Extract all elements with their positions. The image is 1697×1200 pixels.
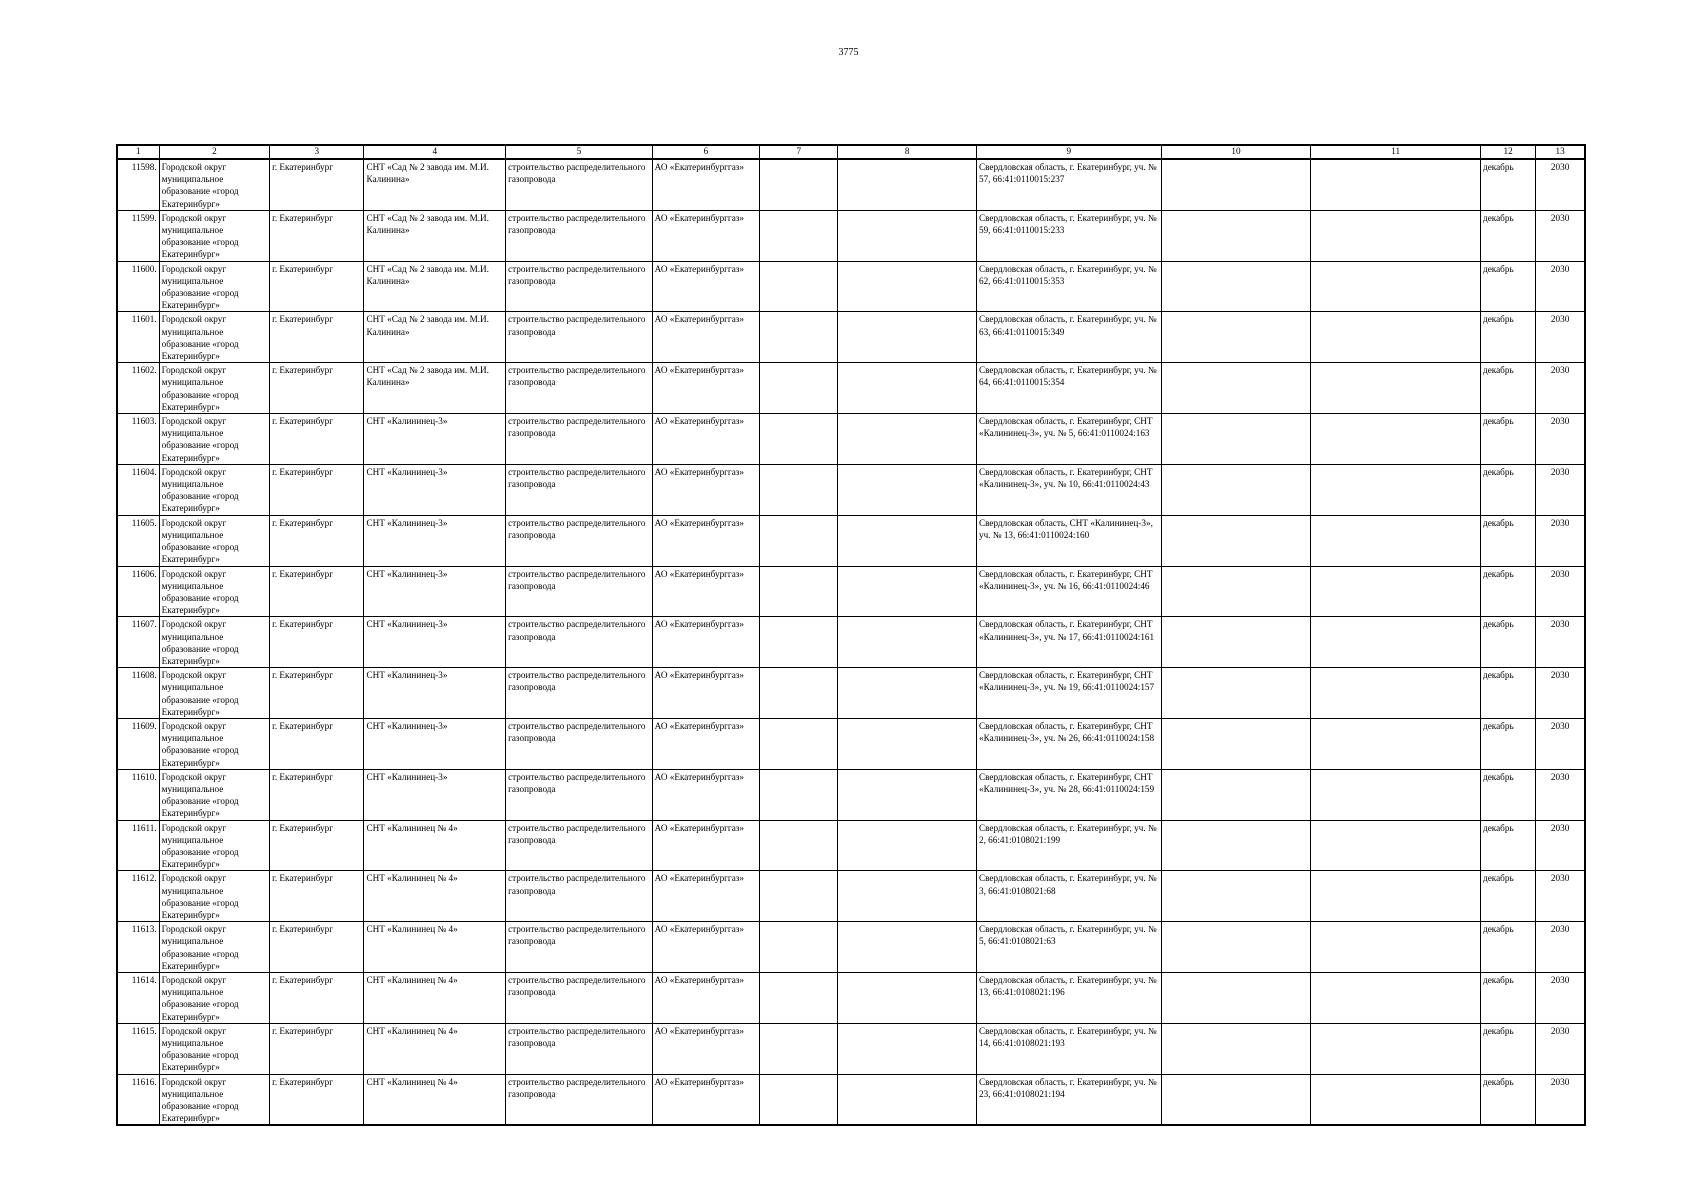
municipality-cell: Городской округ муниципальное образование «город Екатеринбург» — [159, 871, 269, 922]
empty-cell — [1311, 718, 1481, 769]
empty-cell — [1311, 261, 1481, 312]
company-cell: АО «Екатеринбурггаз» — [652, 363, 759, 414]
settlement-cell: г. Екатеринбург — [270, 261, 364, 312]
settlement-cell: г. Екатеринбург — [270, 1023, 364, 1074]
year-cell: 2030 — [1536, 312, 1585, 363]
address-cell: Свердловская область, г. Екатеринбург, уч. № 23, 66:41:0108021:194 — [976, 1074, 1161, 1125]
row-number: 11600. — [117, 261, 159, 312]
empty-cell — [838, 973, 977, 1024]
row-number: 11616. — [117, 1074, 159, 1125]
work-type-cell: строительство распределительного газопровода — [506, 1074, 653, 1125]
object-cell: СНТ «Калининец-3» — [364, 414, 506, 465]
column-header: 5 — [506, 145, 653, 159]
empty-cell — [1161, 820, 1311, 871]
row-number: 11613. — [117, 922, 159, 973]
company-cell: АО «Екатеринбурггаз» — [652, 515, 759, 566]
address-cell: Свердловская область, г. Екатеринбург, уч. № 62, 66:41:0110015:353 — [976, 261, 1161, 312]
work-type-cell: строительство распределительного газопровода — [506, 566, 653, 617]
work-type-cell: строительство распределительного газопровода — [506, 1023, 653, 1074]
address-cell: Свердловская область, г. Екатеринбург, СНТ «Калининец-3», уч. № 16, 66:41:0110024:46 — [976, 566, 1161, 617]
object-cell: СНТ «Сад № 2 завода им. М.И. Калинина» — [364, 312, 506, 363]
object-cell: СНТ «Калининец-3» — [364, 668, 506, 719]
address-cell: Свердловская область, г. Екатеринбург, уч. № 14, 66:41:0108021:193 — [976, 1023, 1161, 1074]
year-cell: 2030 — [1536, 871, 1585, 922]
settlement-cell: г. Екатеринбург — [270, 769, 364, 820]
object-cell: СНТ «Калининец-3» — [364, 566, 506, 617]
empty-cell — [1311, 820, 1481, 871]
month-cell: декабрь — [1481, 922, 1536, 973]
row-number: 11611. — [117, 820, 159, 871]
address-cell: Свердловская область, г. Екатеринбург, СНТ «Калининец-3», уч. № 17, 66:41:0110024:161 — [976, 617, 1161, 668]
municipality-cell: Городской округ муниципальное образование «город Екатеринбург» — [159, 261, 269, 312]
header-row — [117, 145, 1585, 159]
empty-cell — [1161, 973, 1311, 1024]
address-cell: Свердловская область, г. Екатеринбург, уч. № 59, 66:41:0110015:233 — [976, 210, 1161, 261]
year-cell: 2030 — [1536, 363, 1585, 414]
object-cell: СНТ «Калининец № 4» — [364, 871, 506, 922]
municipality-cell: Городской округ муниципальное образование «город Екатеринбург» — [159, 718, 269, 769]
empty-cell — [1311, 871, 1481, 922]
table-row — [117, 668, 1585, 719]
work-type-cell: строительство распределительного газопровода — [506, 668, 653, 719]
settlement-cell: г. Екатеринбург — [270, 1074, 364, 1125]
municipality-cell: Городской округ муниципальное образование «город Екатеринбург» — [159, 668, 269, 719]
empty-cell — [1311, 668, 1481, 719]
table-row — [117, 566, 1585, 617]
table-row — [117, 159, 1585, 210]
company-cell: АО «Екатеринбурггаз» — [652, 769, 759, 820]
row-number: 11599. — [117, 210, 159, 261]
empty-cell — [760, 668, 838, 719]
empty-cell — [838, 210, 977, 261]
row-number: 11602. — [117, 363, 159, 414]
settlement-cell: г. Екатеринбург — [270, 668, 364, 719]
column-header: 6 — [652, 145, 759, 159]
table-row — [117, 769, 1585, 820]
settlement-cell: г. Екатеринбург — [270, 210, 364, 261]
work-type-cell: строительство распределительного газопровода — [506, 973, 653, 1024]
month-cell: декабрь — [1481, 973, 1536, 1024]
empty-cell — [1161, 1074, 1311, 1125]
month-cell: декабрь — [1481, 617, 1536, 668]
object-cell: СНТ «Сад № 2 завода им. М.И. Калинина» — [364, 210, 506, 261]
empty-cell — [1161, 159, 1311, 210]
company-cell: АО «Екатеринбурггаз» — [652, 566, 759, 617]
empty-cell — [1311, 363, 1481, 414]
year-cell: 2030 — [1536, 1074, 1585, 1125]
month-cell: декабрь — [1481, 261, 1536, 312]
object-cell: СНТ «Калининец-3» — [364, 617, 506, 668]
empty-cell — [760, 1023, 838, 1074]
address-cell: Свердловская область, г. Екатеринбург, СНТ «Калининец-3», уч. № 19, 66:41:0110024:157 — [976, 668, 1161, 719]
year-cell: 2030 — [1536, 769, 1585, 820]
work-type-cell: строительство распределительного газопровода — [506, 464, 653, 515]
column-header: 8 — [838, 145, 977, 159]
empty-cell — [1311, 769, 1481, 820]
settlement-cell: г. Екатеринбург — [270, 820, 364, 871]
work-type-cell: строительство распределительного газопровода — [506, 363, 653, 414]
row-number: 11607. — [117, 617, 159, 668]
object-cell: СНТ «Калининец № 4» — [364, 1023, 506, 1074]
table-row — [117, 312, 1585, 363]
empty-cell — [1311, 464, 1481, 515]
row-number: 11604. — [117, 464, 159, 515]
empty-cell — [1311, 1074, 1481, 1125]
empty-cell — [1161, 261, 1311, 312]
column-header: 7 — [760, 145, 838, 159]
address-cell: Свердловская область, г. Екатеринбург, уч. № 13, 66:41:0108021:196 — [976, 973, 1161, 1024]
table-row — [117, 617, 1585, 668]
empty-cell — [838, 1074, 977, 1125]
address-cell: Свердловская область, г. Екатеринбург, уч. № 2, 66:41:0108021:199 — [976, 820, 1161, 871]
table-row — [117, 973, 1585, 1024]
month-cell: декабрь — [1481, 363, 1536, 414]
month-cell: декабрь — [1481, 820, 1536, 871]
address-cell: Свердловская область, г. Екатеринбург, СНТ «Калининец-3», уч. № 10, 66:41:0110024:43 — [976, 464, 1161, 515]
empty-cell — [760, 718, 838, 769]
year-cell: 2030 — [1536, 1023, 1585, 1074]
page-number: 3775 — [838, 47, 859, 58]
month-cell: декабрь — [1481, 871, 1536, 922]
month-cell: декабрь — [1481, 1074, 1536, 1125]
table-row — [117, 1074, 1585, 1125]
object-cell: СНТ «Сад № 2 завода им. М.И. Калинина» — [364, 159, 506, 210]
address-cell: Свердловская область, г. Екатеринбург, уч. № 5, 66:41:0108021:63 — [976, 922, 1161, 973]
row-number: 11612. — [117, 871, 159, 922]
empty-cell — [760, 515, 838, 566]
municipality-cell: Городской округ муниципальное образование «город Екатеринбург» — [159, 769, 269, 820]
work-type-cell: строительство распределительного газопровода — [506, 718, 653, 769]
year-cell: 2030 — [1536, 210, 1585, 261]
company-cell: АО «Екатеринбурггаз» — [652, 1074, 759, 1125]
settlement-cell: г. Екатеринбург — [270, 617, 364, 668]
object-cell: СНТ «Калининец-3» — [364, 769, 506, 820]
month-cell: декабрь — [1481, 210, 1536, 261]
empty-cell — [760, 1074, 838, 1125]
empty-cell — [1311, 617, 1481, 668]
empty-cell — [838, 464, 977, 515]
table-row — [117, 261, 1585, 312]
empty-cell — [838, 718, 977, 769]
empty-cell — [760, 363, 838, 414]
year-cell: 2030 — [1536, 973, 1585, 1024]
municipality-cell: Городской округ муниципальное образование «город Екатеринбург» — [159, 210, 269, 261]
column-header: 1 — [117, 145, 159, 159]
empty-cell — [760, 566, 838, 617]
year-cell: 2030 — [1536, 464, 1585, 515]
empty-cell — [838, 159, 977, 210]
company-cell: АО «Екатеринбурггаз» — [652, 973, 759, 1024]
year-cell: 2030 — [1536, 820, 1585, 871]
municipality-cell: Городской округ муниципальное образование «город Екатеринбург» — [159, 973, 269, 1024]
object-cell: СНТ «Калининец-3» — [364, 464, 506, 515]
company-cell: АО «Екатеринбурггаз» — [652, 718, 759, 769]
work-type-cell: строительство распределительного газопровода — [506, 617, 653, 668]
empty-cell — [1161, 718, 1311, 769]
empty-cell — [760, 871, 838, 922]
empty-cell — [838, 1023, 977, 1074]
municipality-cell: Городской округ муниципальное образование «город Екатеринбург» — [159, 617, 269, 668]
register-table — [116, 144, 1586, 1126]
table-row — [117, 871, 1585, 922]
empty-cell — [1311, 566, 1481, 617]
table-row — [117, 718, 1585, 769]
empty-cell — [1311, 922, 1481, 973]
row-number: 11606. — [117, 566, 159, 617]
settlement-cell: г. Екатеринбург — [270, 871, 364, 922]
settlement-cell: г. Екатеринбург — [270, 922, 364, 973]
empty-cell — [1161, 617, 1311, 668]
work-type-cell: строительство распределительного газопровода — [506, 871, 653, 922]
empty-cell — [760, 210, 838, 261]
row-number: 11609. — [117, 718, 159, 769]
settlement-cell: г. Екатеринбург — [270, 312, 364, 363]
object-cell: СНТ «Калининец № 4» — [364, 973, 506, 1024]
empty-cell — [838, 566, 977, 617]
work-type-cell: строительство распределительного газопровода — [506, 261, 653, 312]
settlement-cell: г. Екатеринбург — [270, 363, 364, 414]
month-cell: декабрь — [1481, 566, 1536, 617]
column-header: 13 — [1536, 145, 1585, 159]
year-cell: 2030 — [1536, 617, 1585, 668]
empty-cell — [1311, 973, 1481, 1024]
object-cell: СНТ «Калининец № 4» — [364, 1074, 506, 1125]
empty-cell — [1311, 414, 1481, 465]
year-cell: 2030 — [1536, 668, 1585, 719]
row-number: 11598. — [117, 159, 159, 210]
object-cell: СНТ «Сад № 2 завода им. М.И. Калинина» — [364, 363, 506, 414]
empty-cell — [1311, 159, 1481, 210]
municipality-cell: Городской округ муниципальное образование «город Екатеринбург» — [159, 312, 269, 363]
empty-cell — [1161, 871, 1311, 922]
company-cell: АО «Екатеринбурггаз» — [652, 464, 759, 515]
empty-cell — [838, 312, 977, 363]
table-row — [117, 464, 1585, 515]
empty-cell — [838, 617, 977, 668]
settlement-cell: г. Екатеринбург — [270, 515, 364, 566]
settlement-cell: г. Екатеринбург — [270, 464, 364, 515]
company-cell: АО «Екатеринбурггаз» — [652, 871, 759, 922]
object-cell: СНТ «Калининец № 4» — [364, 820, 506, 871]
empty-cell — [760, 464, 838, 515]
row-number: 11614. — [117, 973, 159, 1024]
municipality-cell: Городской округ муниципальное образование «город Екатеринбург» — [159, 1074, 269, 1125]
work-type-cell: строительство распределительного газопровода — [506, 312, 653, 363]
month-cell: декабрь — [1481, 515, 1536, 566]
company-cell: АО «Екатеринбурггаз» — [652, 159, 759, 210]
row-number: 11615. — [117, 1023, 159, 1074]
company-cell: АО «Екатеринбурггаз» — [652, 210, 759, 261]
work-type-cell: строительство распределительного газопровода — [506, 922, 653, 973]
address-cell: Свердловская область, г. Екатеринбург, СНТ «Калининец-3», уч. № 26, 66:41:0110024:158 — [976, 718, 1161, 769]
empty-cell — [1311, 1023, 1481, 1074]
table-row — [117, 210, 1585, 261]
work-type-cell: строительство распределительного газопровода — [506, 414, 653, 465]
company-cell: АО «Екатеринбурггаз» — [652, 922, 759, 973]
table-row — [117, 414, 1585, 465]
municipality-cell: Городской округ муниципальное образование «город Екатеринбург» — [159, 464, 269, 515]
year-cell: 2030 — [1536, 515, 1585, 566]
empty-cell — [838, 922, 977, 973]
empty-cell — [1161, 210, 1311, 261]
work-type-cell: строительство распределительного газопровода — [506, 820, 653, 871]
empty-cell — [760, 414, 838, 465]
empty-cell — [1161, 515, 1311, 566]
object-cell: СНТ «Сад № 2 завода им. М.И. Калинина» — [364, 261, 506, 312]
empty-cell — [1161, 1023, 1311, 1074]
row-number: 11610. — [117, 769, 159, 820]
empty-cell — [838, 515, 977, 566]
empty-cell — [760, 159, 838, 210]
company-cell: АО «Екатеринбурггаз» — [652, 414, 759, 465]
table-row — [117, 922, 1585, 973]
row-number: 11608. — [117, 668, 159, 719]
address-cell: Свердловская область, г. Екатеринбург, СНТ «Калининец-3», уч. № 5, 66:41:0110024:163 — [976, 414, 1161, 465]
company-cell: АО «Екатеринбурггаз» — [652, 1023, 759, 1074]
empty-cell — [760, 617, 838, 668]
municipality-cell: Городской округ муниципальное образование «город Екатеринбург» — [159, 515, 269, 566]
empty-cell — [760, 769, 838, 820]
settlement-cell: г. Екатеринбург — [270, 566, 364, 617]
empty-cell — [760, 973, 838, 1024]
empty-cell — [1161, 464, 1311, 515]
table-body — [117, 159, 1585, 1125]
municipality-cell: Городской округ муниципальное образование «город Екатеринбург» — [159, 363, 269, 414]
municipality-cell: Городской округ муниципальное образование «город Екатеринбург» — [159, 566, 269, 617]
company-cell: АО «Екатеринбурггаз» — [652, 312, 759, 363]
column-header: 10 — [1161, 145, 1311, 159]
address-cell: Свердловская область, г. Екатеринбург, уч. № 64, 66:41:0110015:354 — [976, 363, 1161, 414]
month-cell: декабрь — [1481, 668, 1536, 719]
month-cell: декабрь — [1481, 718, 1536, 769]
object-cell: СНТ «Калининец-3» — [364, 515, 506, 566]
year-cell: 2030 — [1536, 718, 1585, 769]
object-cell: СНТ «Калининец-3» — [364, 718, 506, 769]
column-header: 11 — [1311, 145, 1481, 159]
empty-cell — [1161, 414, 1311, 465]
work-type-cell: строительство распределительного газопровода — [506, 515, 653, 566]
work-type-cell: строительство распределительного газопровода — [506, 159, 653, 210]
address-cell: Свердловская область, СНТ «Калининец-3», уч. № 13, 66:41:0110024:160 — [976, 515, 1161, 566]
column-header: 12 — [1481, 145, 1536, 159]
company-cell: АО «Екатеринбурггаз» — [652, 617, 759, 668]
empty-cell — [1161, 363, 1311, 414]
company-cell: АО «Екатеринбурггаз» — [652, 668, 759, 719]
empty-cell — [838, 363, 977, 414]
year-cell: 2030 — [1536, 159, 1585, 210]
work-type-cell: строительство распределительного газопровода — [506, 769, 653, 820]
address-cell: Свердловская область, г. Екатеринбург, уч. № 3, 66:41:0108021:68 — [976, 871, 1161, 922]
table-row — [117, 515, 1585, 566]
empty-cell — [1311, 312, 1481, 363]
empty-cell — [760, 922, 838, 973]
table-row — [117, 363, 1585, 414]
empty-cell — [1161, 566, 1311, 617]
address-cell: Свердловская область, г. Екатеринбург, СНТ «Калининец-3», уч. № 28, 66:41:0110024:159 — [976, 769, 1161, 820]
month-cell: декабрь — [1481, 464, 1536, 515]
settlement-cell: г. Екатеринбург — [270, 718, 364, 769]
municipality-cell: Городской округ муниципальное образование «город Екатеринбург» — [159, 414, 269, 465]
municipality-cell: Городской округ муниципальное образование «город Екатеринбург» — [159, 922, 269, 973]
empty-cell — [760, 820, 838, 871]
year-cell: 2030 — [1536, 414, 1585, 465]
empty-cell — [838, 261, 977, 312]
empty-cell — [838, 820, 977, 871]
settlement-cell: г. Екатеринбург — [270, 159, 364, 210]
column-header: 3 — [270, 145, 364, 159]
year-cell: 2030 — [1536, 261, 1585, 312]
empty-cell — [1161, 922, 1311, 973]
address-cell: Свердловская область, г. Екатеринбург, уч. № 63, 66:41:0110015:349 — [976, 312, 1161, 363]
company-cell: АО «Екатеринбурггаз» — [652, 820, 759, 871]
month-cell: декабрь — [1481, 159, 1536, 210]
empty-cell — [760, 261, 838, 312]
month-cell: декабрь — [1481, 769, 1536, 820]
address-cell: Свердловская область, г. Екатеринбург, уч. № 57, 66:41:0110015:237 — [976, 159, 1161, 210]
row-number: 11603. — [117, 414, 159, 465]
settlement-cell: г. Екатеринбург — [270, 973, 364, 1024]
empty-cell — [838, 414, 977, 465]
work-type-cell: строительство распределительного газопровода — [506, 210, 653, 261]
municipality-cell: Городской округ муниципальное образование «город Екатеринбург» — [159, 159, 269, 210]
empty-cell — [760, 312, 838, 363]
company-cell: АО «Екатеринбурггаз» — [652, 261, 759, 312]
empty-cell — [1161, 769, 1311, 820]
table-row — [117, 1023, 1585, 1074]
empty-cell — [838, 668, 977, 719]
row-number: 11601. — [117, 312, 159, 363]
column-header: 4 — [364, 145, 506, 159]
empty-cell — [838, 871, 977, 922]
year-cell: 2030 — [1536, 566, 1585, 617]
empty-cell — [1311, 210, 1481, 261]
object-cell: СНТ «Калининец № 4» — [364, 922, 506, 973]
column-header: 9 — [976, 145, 1161, 159]
month-cell: декабрь — [1481, 414, 1536, 465]
table-row — [117, 820, 1585, 871]
empty-cell — [1161, 668, 1311, 719]
empty-cell — [838, 769, 977, 820]
municipality-cell: Городской округ муниципальное образование «город Екатеринбург» — [159, 820, 269, 871]
municipality-cell: Городской округ муниципальное образование «город Екатеринбург» — [159, 1023, 269, 1074]
empty-cell — [1311, 515, 1481, 566]
column-header: 2 — [159, 145, 269, 159]
month-cell: декабрь — [1481, 312, 1536, 363]
empty-cell — [1161, 312, 1311, 363]
row-number: 11605. — [117, 515, 159, 566]
settlement-cell: г. Екатеринбург — [270, 414, 364, 465]
year-cell: 2030 — [1536, 922, 1585, 973]
month-cell: декабрь — [1481, 1023, 1536, 1074]
